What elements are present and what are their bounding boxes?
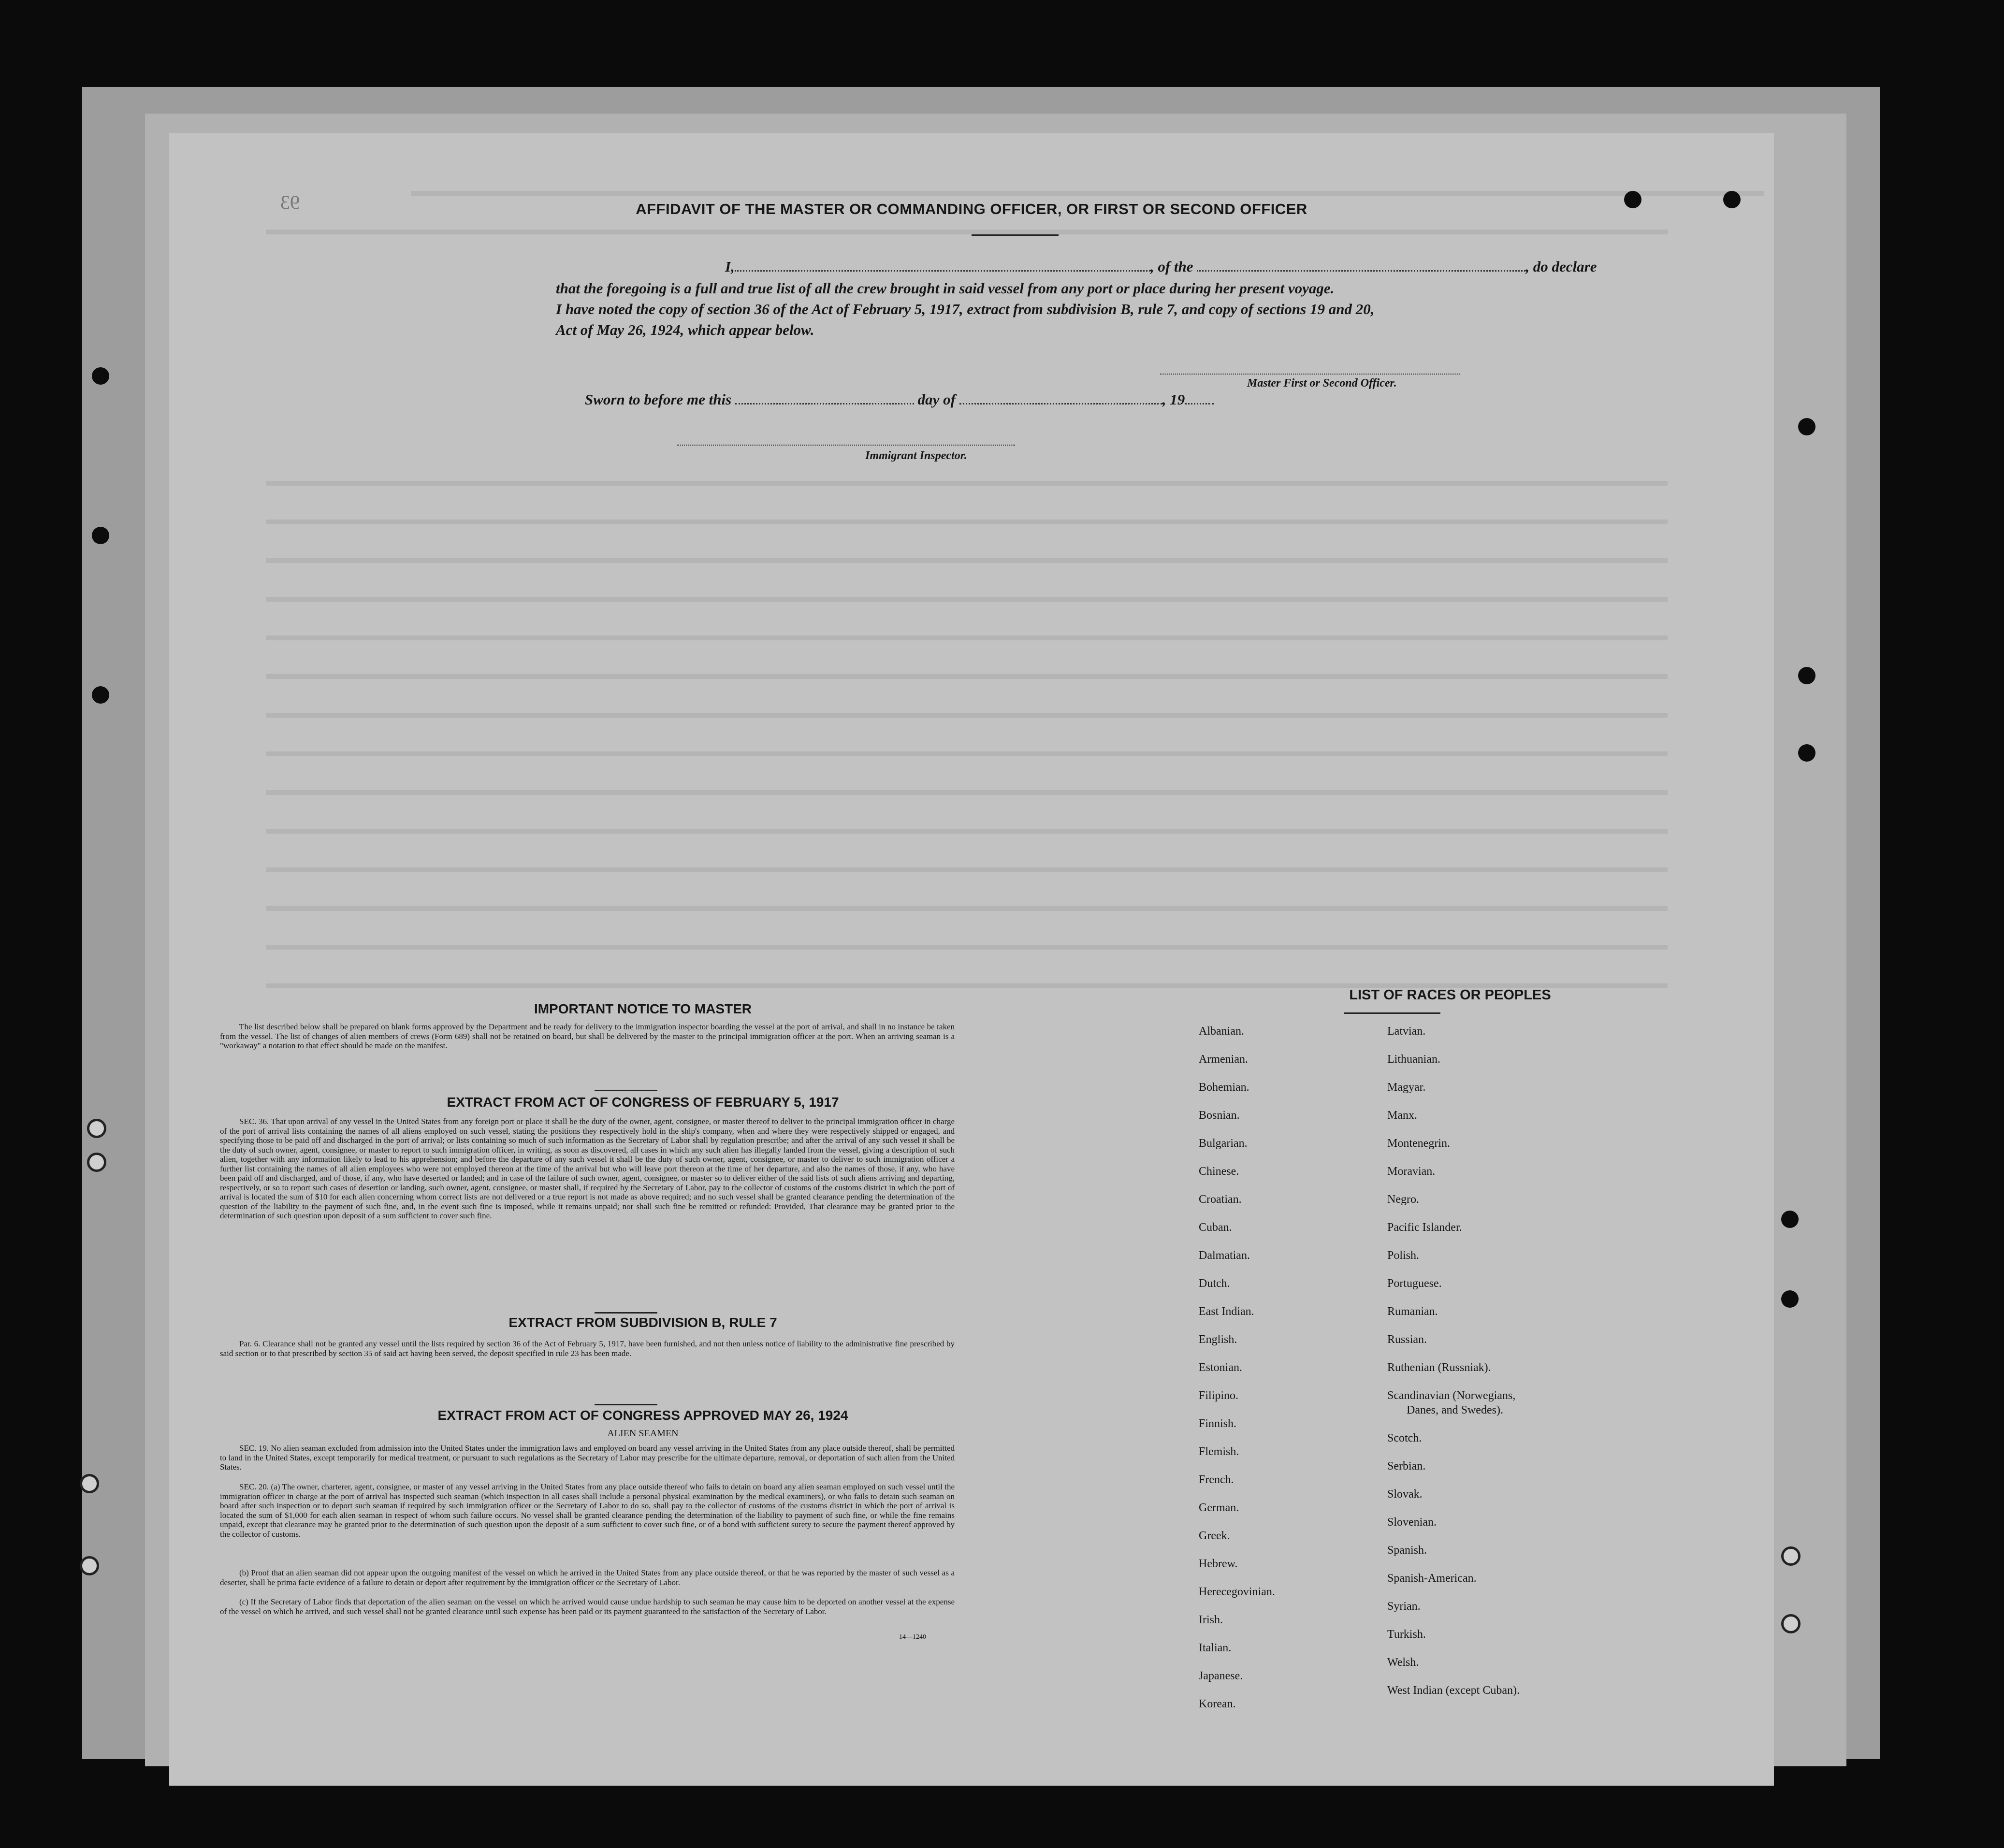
race-item: East Indian.	[1199, 1305, 1254, 1318]
race-item: Irish.	[1199, 1614, 1223, 1626]
race-item: Albanian.	[1199, 1025, 1244, 1038]
binder-hole	[92, 527, 109, 544]
race-item: Dutch.	[1199, 1277, 1230, 1290]
race-item: Herecegovinian.	[1199, 1586, 1275, 1598]
race-item: Turkish.	[1387, 1628, 1426, 1641]
race-item: Pacific Islander.	[1387, 1221, 1462, 1234]
form-code: 14—1240	[899, 1633, 926, 1641]
race-item: Hebrew.	[1199, 1558, 1238, 1570]
race-item: Finnish.	[1199, 1417, 1237, 1430]
master-signature-line	[1160, 374, 1460, 375]
race-item: Slovenian.	[1387, 1516, 1437, 1529]
race-item: Serbian.	[1387, 1460, 1426, 1473]
race-item: Syrian.	[1387, 1600, 1421, 1613]
extract-1924-subtitle: ALIEN SEAMEN	[607, 1428, 679, 1439]
race-item: Danes, and Swedes).	[1407, 1404, 1503, 1416]
race-item: Latvian.	[1387, 1025, 1426, 1038]
mirrored-page-number: 93	[280, 191, 300, 213]
inspector-caption: Immigrant Inspector.	[865, 449, 967, 462]
race-item: Filipino.	[1199, 1389, 1239, 1402]
race-item: Lithuanian.	[1387, 1053, 1440, 1066]
master-caption: Master First or Second Officer.	[1247, 377, 1397, 390]
extract-1924-sec20c: (c) If the Secretary of Labor finds that deportation of the alien seaman on the vessel on which he arrived would cause undue hardship to such seaman he may cause him to be deported on another vessel at the expense of the vessel on which he arrived, and such vessel shall not be granted clearance until such expense has been paid or its payment guaranteed to the satisfaction of the Secretary of Labor.	[220, 1597, 955, 1616]
binder-hole	[1624, 191, 1641, 208]
race-item: Polish.	[1387, 1249, 1420, 1262]
race-item: Bohemian.	[1199, 1081, 1249, 1094]
extract-1917-rule-top	[595, 1090, 657, 1091]
rule7-rule-top	[595, 1312, 657, 1314]
race-item: Dalmatian.	[1199, 1249, 1250, 1262]
binder-hole	[92, 686, 109, 704]
binder-hole	[80, 1474, 99, 1493]
inspector-signature-line	[677, 445, 1015, 447]
race-item: German.	[1199, 1502, 1239, 1514]
name-blank	[735, 270, 1150, 272]
binder-hole	[1723, 191, 1741, 208]
race-item: Korean.	[1199, 1698, 1236, 1710]
race-item: French.	[1199, 1473, 1234, 1486]
binder-hole	[1781, 1290, 1799, 1308]
race-item: Manx.	[1387, 1109, 1417, 1122]
races-rule	[1344, 1012, 1440, 1014]
affidavit-line-4: Act of May 26, 1924, which appear below.	[556, 321, 814, 338]
notice-text: The list described below shall be prepared on blank forms approved by the Department and be ready for delivery to the immigration inspector boarding the vessel at the port of arrival, and shall in no instance be taken from the vessel. The list of changes of alien members of crews (Form 689) shall not be retained on board, but shall be delivered by the master to the principal immigration officer at the port. When an arriving seaman is a "workaway" a notation to that effect should be made on the manifest.	[220, 1022, 955, 1050]
race-item: Cuban.	[1199, 1221, 1232, 1234]
extract-rule7-text: Par. 6. Clearance shall not be granted any vessel until the lists required by section 36 of the Act of February 5, 1917, have been furnished, and not then unless notice of liability to the administrative fine prescribed by said section or to that prescribed by section 35 of said act having been served, the deposit specified in rule 23 has been made.	[220, 1339, 955, 1358]
race-item: English.	[1199, 1333, 1237, 1346]
binder-hole	[1798, 744, 1815, 762]
race-item: Portuguese.	[1387, 1277, 1442, 1290]
extract-1924-sec19: SEC. 19. No alien seaman excluded from admission into the United States under the immigration laws and employed on board any vessel arriving in the United States from any place outside thereof, shall be permitted to land in the United States, except temporarily for medical treatment, or pursuant to such regulations as the Secretary of Labor may prescribe for the ultimate departure, removal, or deportation of such alien from the United States.	[220, 1444, 955, 1472]
notice-title: IMPORTANT NOTICE TO MASTER	[534, 1001, 752, 1016]
race-item: Flemish.	[1199, 1445, 1239, 1458]
binder-hole	[80, 1556, 99, 1575]
title-rule	[972, 234, 1059, 236]
affidavit-title: AFFIDAVIT OF THE MASTER OR COMMANDING OFFICER, OR FIRST OR SECOND OFFICER	[636, 201, 1307, 217]
sworn-day-blank	[735, 403, 914, 404]
binder-hole	[92, 367, 109, 385]
sworn-year-blank	[1185, 403, 1214, 404]
race-item: Bulgarian.	[1199, 1137, 1248, 1150]
race-item: Ruthenian (Russniak).	[1387, 1361, 1491, 1374]
affidavit-line-2: that the foregoing is a full and true list of all the crew brought in said vessel from any port or place during her present voyage.	[556, 280, 1335, 297]
extract-1917-text: SEC. 36. That upon arrival of any vessel in the United States from any foreign port or place it shall be the duty of the owner, agent, consignee, or master thereof to deliver to the principal immigration officer in charge of the port of arrival lists containing the names of all aliens employed on such vessel, stating the positions they respectively hold in the ship's company, when and where they were respectively shipped or engaged, and specifying those to be paid off and discharged in the port of arrival; or lists containing so much of such information as the Secretary of Labor shall by regulation prescribe; and after the arrival of any such vessel it shall be the duty of such owner, agent, consignee, or master to report to such immigration officer, in writing, as soon as discovered, all cases in which any such alien has illegally landed from the vessel, giving a description of such alien, together with any information likely to lead to his apprehension; and before the departure of any such vessel it shall be the duty of such owner, agent, consignee, or master to deliver to such immigration officer a further list containing the names of all alien employees who were not employed thereon at the time of the arrival but who will leave port thereon at the time of her departure, and also the names of those, if any, who have been paid off and discharged, and of those, if any, who have deserted or landed; and in case of the failure of such owner, agent, consignee, or master so to deliver either of the said lists of such aliens arriving and departing, respectively, or so to report such cases of desertion or landing, such owner, agent, consignee, or master shall, if required by the Secretary of Labor, pay to the collector of customs of the customs district in which the port of arrival is located the sum of $10 for each alien concerning whom correct lists are not delivered or a true report is not made as above required; and no such vessel shall be granted clearance pending the determination of the question of the liability to the payment of such fine, and, in the event such fine is imposed, while it remains unpaid; nor shall such fine be remitted or refunded: Provided, That clearance may be granted prior to the determination of such question upon deposit of a sum sufficient to cover such fine.	[220, 1117, 955, 1220]
extract-rule7-title: EXTRACT FROM SUBDIVISION B, RULE 7	[508, 1315, 777, 1330]
race-item: Greek.	[1199, 1530, 1230, 1542]
race-item: Slovak.	[1387, 1488, 1423, 1501]
race-item: Chinese.	[1199, 1165, 1239, 1178]
affidavit-line-1: I, , of the , do declare	[725, 258, 1597, 275]
sworn-month-blank	[959, 403, 1162, 404]
race-item: Spanish.	[1387, 1544, 1427, 1557]
race-item: Rumanian.	[1387, 1305, 1438, 1318]
extract-1924-sec20a: SEC. 20. (a) The owner, charterer, agent, consignee, or master of any vessel arriving in the United States from any place outside thereof who fails to detain on board any alien seaman employed on such vessel until the immigration officer in charge at the port of arrival has inspected such seaman (which inspection in all cases shall include a personal physical examination by the medical examiners), or who fails to detain such seaman on board after such inspection or to deport such seaman if required by such immigration officer or the Secretary of Labor to do so, shall pay to the collector of customs of the customs district in which the port of arrival is located the sum of $1,000 for each alien seaman in respect of whom such failure occurs. No vessel shall be granted clearance pending the determination of the liability to payment of such fine, or while the fine remains unpaid, except that clearance may be granted prior to the determination of such question upon the deposit of a sum sufficient to cover such fine, or of a bond with sufficient surety to secure the payment thereof approved by the collector of customs.	[220, 1482, 955, 1539]
race-item: Spanish-American.	[1387, 1572, 1477, 1585]
race-item: Montenegrin.	[1387, 1137, 1450, 1150]
races-title: LIST OF RACES OR PEOPLES	[1349, 987, 1551, 1003]
race-item: Croatian.	[1199, 1193, 1242, 1206]
race-item: Estonian.	[1199, 1361, 1242, 1374]
race-item: Negro.	[1387, 1193, 1419, 1206]
race-item: Bosnian.	[1199, 1109, 1240, 1122]
binder-hole	[1798, 418, 1815, 435]
binder-hole	[87, 1153, 106, 1172]
affidavit-line-3: I have noted the copy of section 36 of the Act of February 5, 1917, extract from subdivision B, rule 7, and copy of sections 19 and 20,	[556, 301, 1375, 318]
binder-hole	[1781, 1546, 1801, 1566]
binder-hole	[1781, 1614, 1801, 1633]
race-item: Welsh.	[1387, 1656, 1419, 1669]
sworn-line: Sworn to before me this day of , 19	[585, 389, 1310, 410]
race-item: Russian.	[1387, 1333, 1427, 1346]
race-item: Moravian.	[1387, 1165, 1436, 1178]
extract-1924-title: EXTRACT FROM ACT OF CONGRESS APPROVED MAY 26, 1924	[437, 1408, 848, 1423]
race-item: Italian.	[1199, 1642, 1232, 1654]
race-item: Scandinavian (Norwegians,	[1387, 1389, 1516, 1402]
binder-hole	[1781, 1211, 1799, 1228]
extract-1924-rule-top	[595, 1404, 657, 1405]
extract-1917-title: EXTRACT FROM ACT OF CONGRESS OF FEBRUARY 5, 1917	[447, 1095, 839, 1110]
binder-hole	[1798, 667, 1815, 684]
binder-hole	[87, 1119, 106, 1138]
race-item: Scotch.	[1387, 1432, 1422, 1444]
race-item: West Indian (except Cuban).	[1387, 1684, 1520, 1697]
race-item: Magyar.	[1387, 1081, 1426, 1094]
race-item: Japanese.	[1199, 1670, 1243, 1682]
race-item: Armenian.	[1199, 1053, 1248, 1066]
manifest-page	[169, 133, 1774, 1786]
extract-1924-sec20b: (b) Proof that an alien seaman did not appear upon the outgoing manifest of the vessel on which he arrived in the United States from any place outside thereof, or that he was reported by the master of such vessel as a deserter, shall be prima facie evidence of a failure to detain or deport after requirement by the immigration officer or the Secretary of Labor.	[220, 1568, 955, 1587]
vessel-blank	[1197, 270, 1525, 272]
